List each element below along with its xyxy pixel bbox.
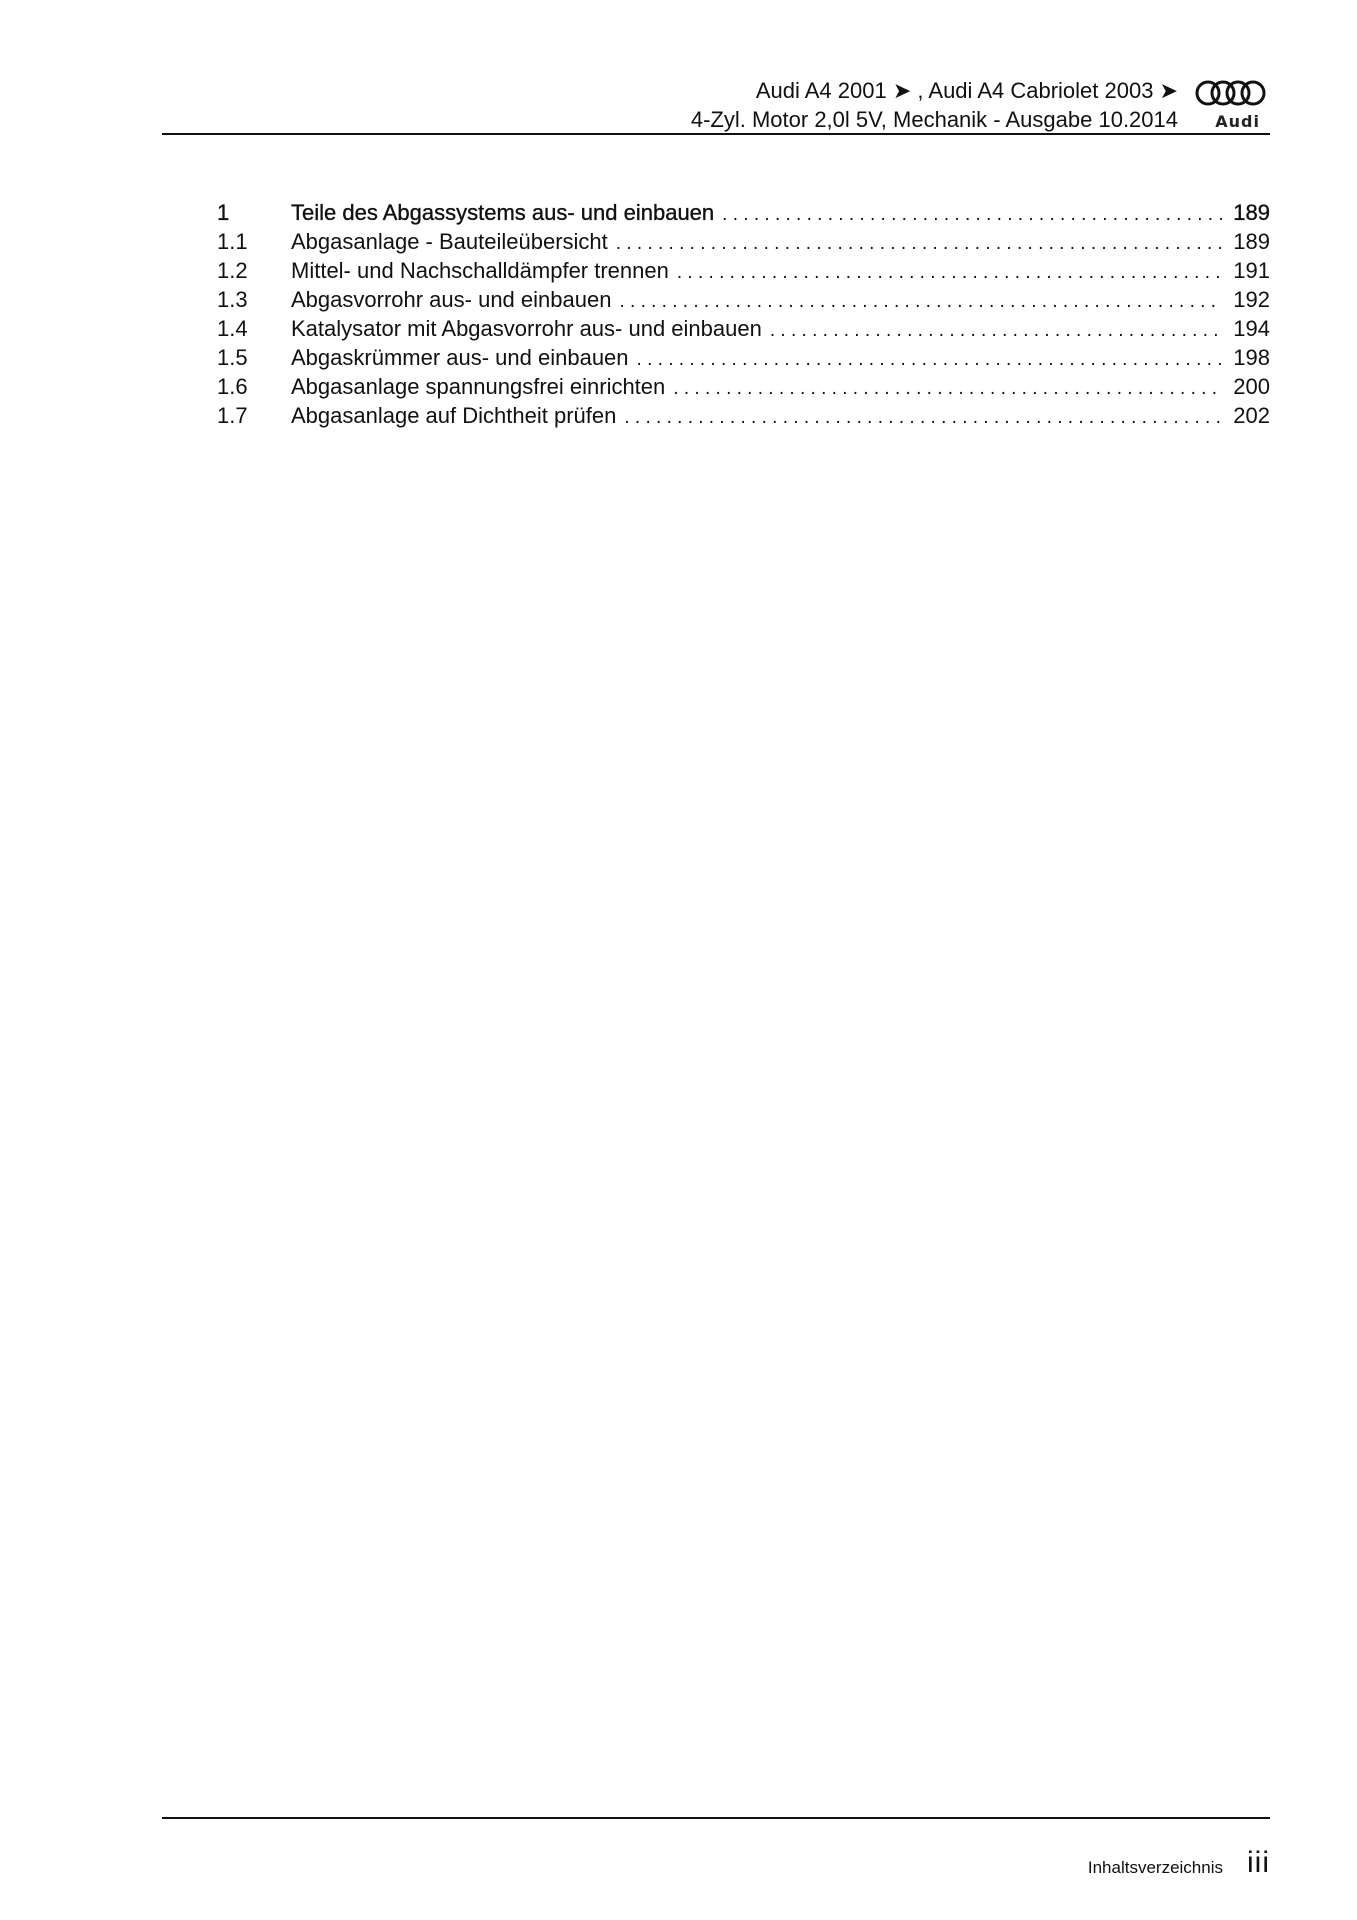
toc-entry-number: 1.3 xyxy=(217,287,248,312)
toc-dot-leader xyxy=(722,200,1223,229)
toc-entry-title: Abgasanlage - Bauteileübersicht xyxy=(291,229,608,254)
toc-entry-page: 189 xyxy=(1233,200,1270,225)
toc-entry-page: 198 xyxy=(1233,345,1270,370)
toc-entry[interactable] xyxy=(217,227,1270,256)
toc-dot-leader xyxy=(770,316,1223,345)
audi-rings-logo-icon xyxy=(1192,79,1270,131)
footer-page-number: iii xyxy=(1247,1846,1270,1879)
toc-entry-title: Mittel- und Nachschalldämpfer trennen xyxy=(291,258,669,283)
toc-entry-number: 1.5 xyxy=(217,345,248,370)
footer-divider xyxy=(162,1817,1270,1819)
toc-entry-number: 1.1 xyxy=(217,229,248,254)
header-divider xyxy=(162,133,1270,135)
toc-dot-leader xyxy=(624,403,1223,432)
toc-entry-page: 192 xyxy=(1233,287,1270,312)
toc-entry-page: 202 xyxy=(1233,403,1270,428)
toc-entry-number: 1.7 xyxy=(217,403,248,428)
toc-entry[interactable] xyxy=(217,198,1270,227)
header-engine-line: 4-Zyl. Motor 2,0l 5V, Mechanik - Ausgabe 10.2014 xyxy=(690,107,1178,132)
toc-entry-title: Abgasanlage spannungsfrei einrichten xyxy=(291,374,666,399)
toc-entry[interactable] xyxy=(217,343,1270,372)
toc-entry-title: Abgaskrümmer aus- und einbauen xyxy=(291,345,629,370)
toc-entry-title: Abgasvorrohr aus- und einbauen xyxy=(291,287,612,312)
table-of-contents xyxy=(217,198,1270,430)
toc-entry-number: 1.6 xyxy=(217,374,248,399)
toc-dot-leader xyxy=(673,374,1223,403)
page-header xyxy=(162,76,1270,134)
header-title-block xyxy=(691,76,1178,134)
toc-entry[interactable] xyxy=(217,372,1270,401)
toc-entry-number: 1.4 xyxy=(217,316,248,341)
toc-entry-title: Katalysator mit Abgasvorrohr aus- und einbauen xyxy=(291,316,762,341)
toc-dot-leader xyxy=(637,345,1224,374)
toc-entry-page: 200 xyxy=(1233,374,1270,399)
toc-entry-title: Teile des Abgassystems aus- und einbauen xyxy=(291,200,715,225)
footer-section-label: Inhaltsverzeichnis xyxy=(1087,1858,1223,1877)
toc-entry-page: 194 xyxy=(1233,316,1270,341)
toc-entry[interactable] xyxy=(217,285,1270,314)
toc-entry-number: 1.2 xyxy=(217,258,248,283)
toc-entry[interactable] xyxy=(217,256,1270,285)
toc-entry[interactable] xyxy=(217,401,1270,430)
toc-entry-page: 191 xyxy=(1233,258,1270,283)
toc-entry-page: 189 xyxy=(1233,229,1270,254)
audi-logo-wordmark: Audi xyxy=(1215,112,1260,131)
toc-dot-leader xyxy=(619,287,1223,316)
header-vehicle-line: Audi A4 2001 ➤ , Audi A4 Cabriolet 2003 ➤ xyxy=(755,78,1178,103)
toc-entry[interactable] xyxy=(217,314,1270,343)
toc-entry-title: Abgasanlage auf Dichtheit prüfen xyxy=(291,403,617,428)
toc-dot-leader xyxy=(616,229,1224,258)
toc-dot-leader xyxy=(677,258,1223,287)
toc-entry-number: 1 xyxy=(217,200,230,225)
